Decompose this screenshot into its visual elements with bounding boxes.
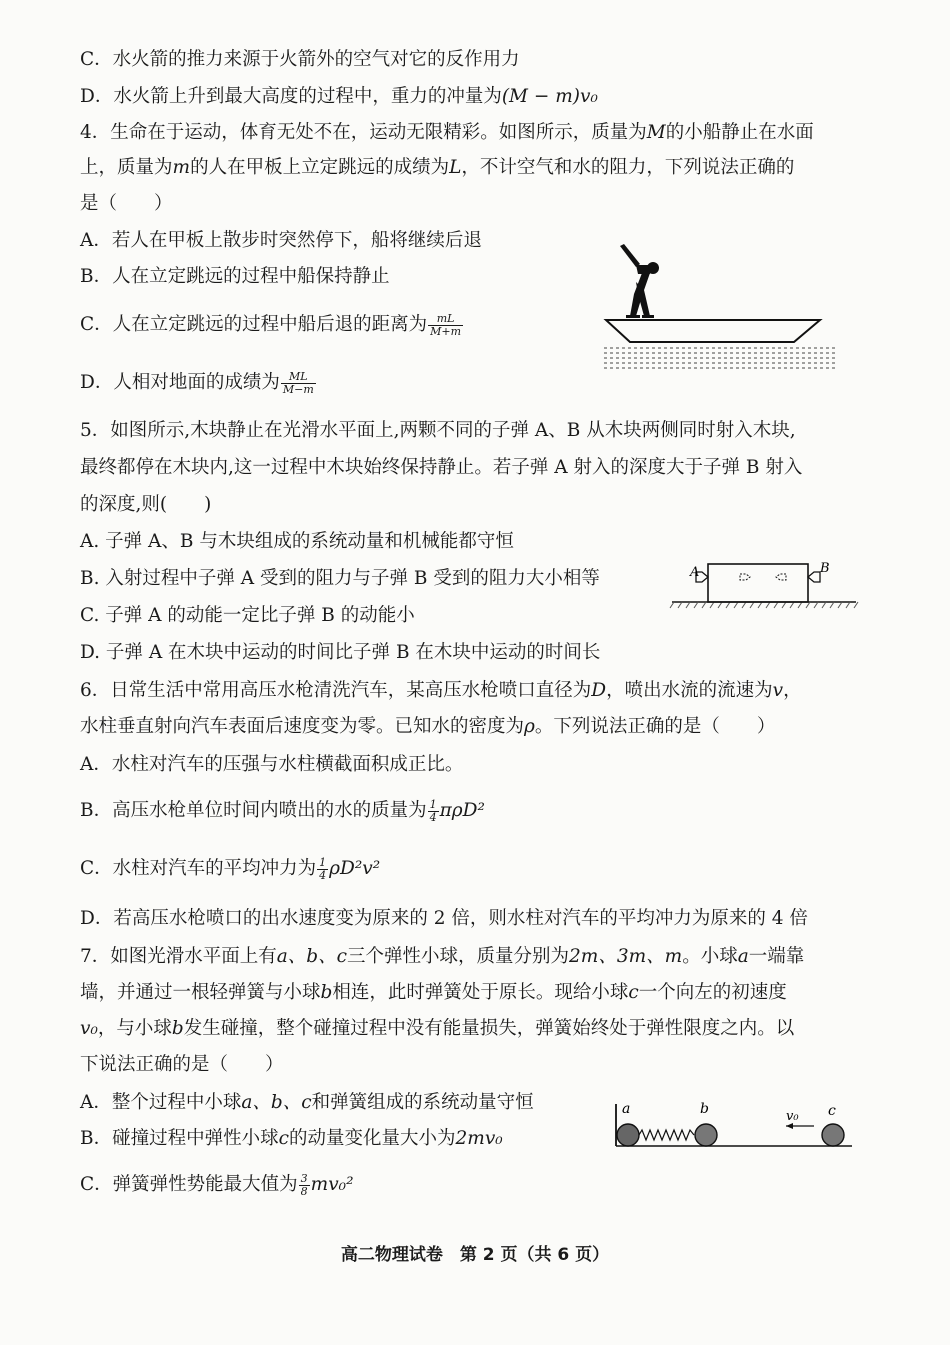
q7-stem-line3: v₀，与小球b发生碰撞，整个碰撞过程中没有能量损失，弹簧始终处于弹性限度之内。以: [80, 1018, 795, 1039]
q7-option-b: B．碰撞过程中弹性小球c的动量变化量大小为2mv₀: [80, 1128, 503, 1149]
label-b: B: [820, 561, 830, 576]
q4-stem-line2: 上，质量为m的人在甲板上立定跳远的成绩为L，不计空气和水的阻力，下列说法正确的: [80, 157, 795, 178]
q6-stem-line1: 6．日常生活中常用高压水枪清洗汽车，某高压水枪喷口直径为D，喷出水流的流速为v，: [80, 680, 802, 701]
q6-option-a: A．水柱对汽车的压强与水柱横截面积成正比。: [80, 754, 464, 775]
q4-option-c: C．人在立定跳远的过程中船后退的距离为 $\frac{mL}{M+m}$: [80, 311, 462, 338]
fraction: $\frac{3}{8}$: [300, 1171, 308, 1198]
q5-option-b: B. 入射过程中子弹 A 受到的阻力与子弹 B 受到的阻力大小相等: [80, 568, 600, 589]
q5-option-a: A. 子弹 A、B 与木块组成的系统动量和机械能都守恒: [80, 531, 514, 552]
q6-option-c: C．水柱对汽车的平均冲力为 $\frac{1}{4}$ ρD²v²: [80, 855, 381, 882]
q7-option-c: C．弹簧弹性势能最大值为 $\frac{3}{8}$ mv₀²: [80, 1171, 354, 1198]
q5-stem-line2: 最终都停在木块内,这一过程中木块始终保持静止。若子弹 A 射入的深度大于子弹 B 射入: [80, 457, 803, 478]
page-footer: 高二物理试卷 第 2 页（共 6 页）: [340, 1245, 610, 1265]
fraction: $\frac{mL}{M+m}$: [430, 311, 462, 338]
q4-option-a: A．若人在甲板上散步时突然停下，船将继续后退: [80, 230, 482, 251]
q7-stem-line1: 7．如图光滑水平面上有a、b、c三个弹性小球，质量分别为2m、3m、m。小球a一端靠: [80, 946, 805, 967]
q5-stem-line3: 的深度,则( ): [80, 494, 212, 515]
spring-balls-figure: [606, 1096, 856, 1152]
q3-option-c: C．水火箭的推力来源于火箭外的空气对它的反作用力: [80, 49, 520, 70]
q7-stem-line2: 墙，并通过一根轻弹簧与小球b相连，此时弹簧处于原长。现给小球c一个向左的初速度: [80, 982, 787, 1003]
boat-jumper-figure: [598, 238, 848, 378]
fraction: $\frac{1}{4}$: [319, 855, 327, 882]
label-a: a: [622, 1101, 631, 1117]
q7-option-a: A．整个过程中小球a、b、c和弹簧组成的系统动量守恒: [80, 1092, 534, 1113]
q4-stem-line1: 4．生命在于运动，体育无处不在，运动无限精彩。如图所示，质量为M的小船静止在水面: [80, 122, 814, 143]
label-a: A: [690, 565, 700, 580]
q6-option-d: D．若高压水枪喷口的出水速度变为原来的 2 倍，则水柱对汽车的平均冲力为原来的 4 倍: [80, 908, 808, 929]
q6-option-b: B．高压水枪单位时间内喷出的水的质量为 $\frac{1}{4}$ πρD²: [80, 797, 485, 824]
q6-stem-line2: 水柱垂直射向汽车表面后速度变为零。已知水的密度为ρ。下列说法正确的是（ ）: [80, 716, 776, 737]
label-b: b: [700, 1101, 709, 1117]
q7-stem-line4: 下说法正确的是（ ）: [80, 1054, 284, 1075]
label-v0: v₀: [786, 1109, 799, 1124]
q4-stem-line3: 是（ ）: [80, 193, 173, 214]
q3-option-d: D．水火箭上升到最大高度的过程中，重力的冲量为(M − m)v₀: [80, 86, 598, 107]
q4-option-b: B．人在立定跳远的过程中船保持静止: [80, 266, 390, 287]
block-bullets-figure: [668, 558, 860, 614]
fraction: $\frac{ML}{M-m}$: [282, 369, 314, 396]
label-c: c: [828, 1103, 836, 1119]
q5-option-c: C. 子弹 A 的动能一定比子弹 B 的动能小: [80, 605, 415, 626]
q5-option-d: D. 子弹 A 在木块中运动的时间比子弹 B 在木块中运动的时间长: [80, 642, 601, 663]
q4-option-d: D．人相对地面的成绩为 $\frac{ML}{M-m}$: [80, 369, 314, 396]
q5-stem-line1: 5．如图所示,木块静止在光滑水平面上,两颗不同的子弹 A、B 从木块两侧同时射入木块,: [80, 420, 796, 441]
fraction: $\frac{1}{4}$: [429, 797, 437, 824]
